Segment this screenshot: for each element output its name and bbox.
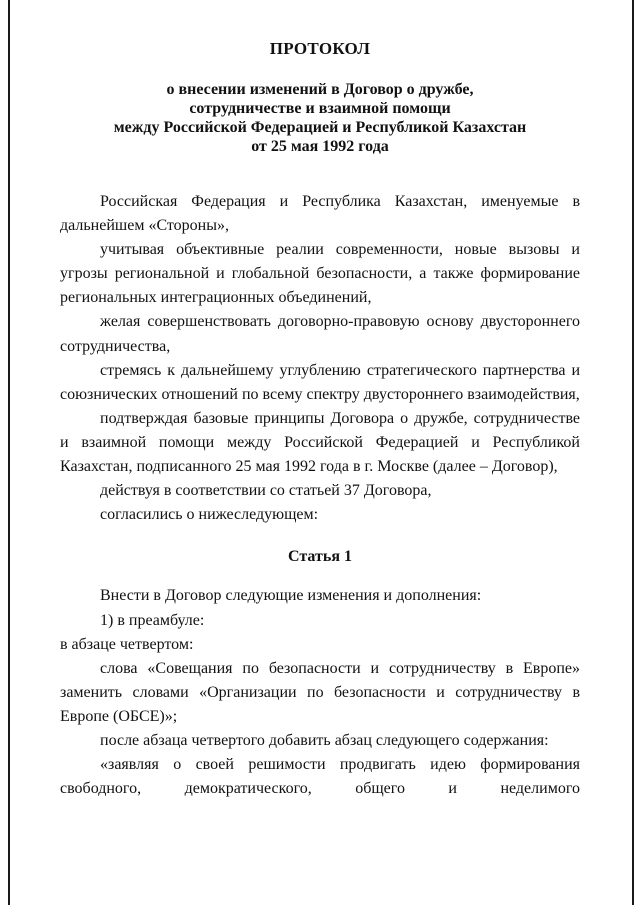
scan-border-right — [632, 0, 634, 905]
preamble-paragraph: действуя в соответствии со статьей 37 Договора, — [100, 482, 432, 500]
preamble-paragraph: Российская Федерация и Республика Казахстан, именуемые в дальнейшем «Стороны», — [60, 193, 580, 235]
document-body — [60, 190, 580, 801]
subtitle-line: о внесении изменений в Договор о дружбе, — [166, 81, 474, 98]
scan-border-left — [8, 0, 10, 905]
preamble-paragraph: желая совершенствовать договорно-правовую основу двустороннего сотрудничества, — [60, 313, 580, 355]
document-title: ПРОТОКОЛ — [269, 39, 371, 58]
article-paragraph: «заявляя о своей решимости продвигать идею формирования свободного, демократического, общего и неделимого — [60, 756, 580, 798]
preamble-paragraph: согласились о нижеследующем: — [100, 506, 319, 524]
article-paragraph: в абзаце четвертом: — [60, 635, 194, 653]
article-heading: Статья 1 — [288, 548, 352, 566]
subtitle-line: от 25 мая 1992 года — [251, 138, 389, 155]
article-paragraph: Внести в Договор следующие изменения и дополнения: — [100, 587, 482, 605]
preamble-paragraph: учитывая объективные реалии современности, новые вызовы и угрозы региональной и глобальной безопасности, а также формирование региональных интеграционных объединений, — [60, 241, 580, 307]
preamble-paragraph: подтверждая базовые принципы Договора о дружбе, сотрудничестве и взаимной помощи между Российской Федерацией и Республикой Казахстан, подписанного 25 мая 1992 года в г. Москве (далее – Договор), — [60, 409, 580, 476]
document-subtitle — [60, 80, 580, 156]
article-paragraph: 1) в преамбуле: — [100, 611, 205, 629]
preamble-paragraph: стремясь к дальнейшему углублению стратегического партнерства и союзнических отношений по всему спектру двустороннего взаимодействия, — [60, 361, 580, 403]
subtitle-line: между Российской Федерацией и Республикой Казахстан — [113, 119, 527, 136]
subtitle-line: сотрудничестве и взаимной помощи — [189, 100, 451, 117]
article-paragraph: слова «Совещания по безопасности и сотрудничеству в Европе» заменить словами «Организации по безопасности и сотрудничеству в Европе (ОБСЕ)»; — [60, 659, 580, 725]
article-paragraph: после абзаца четвертого добавить абзац следующего содержания: — [100, 731, 549, 749]
